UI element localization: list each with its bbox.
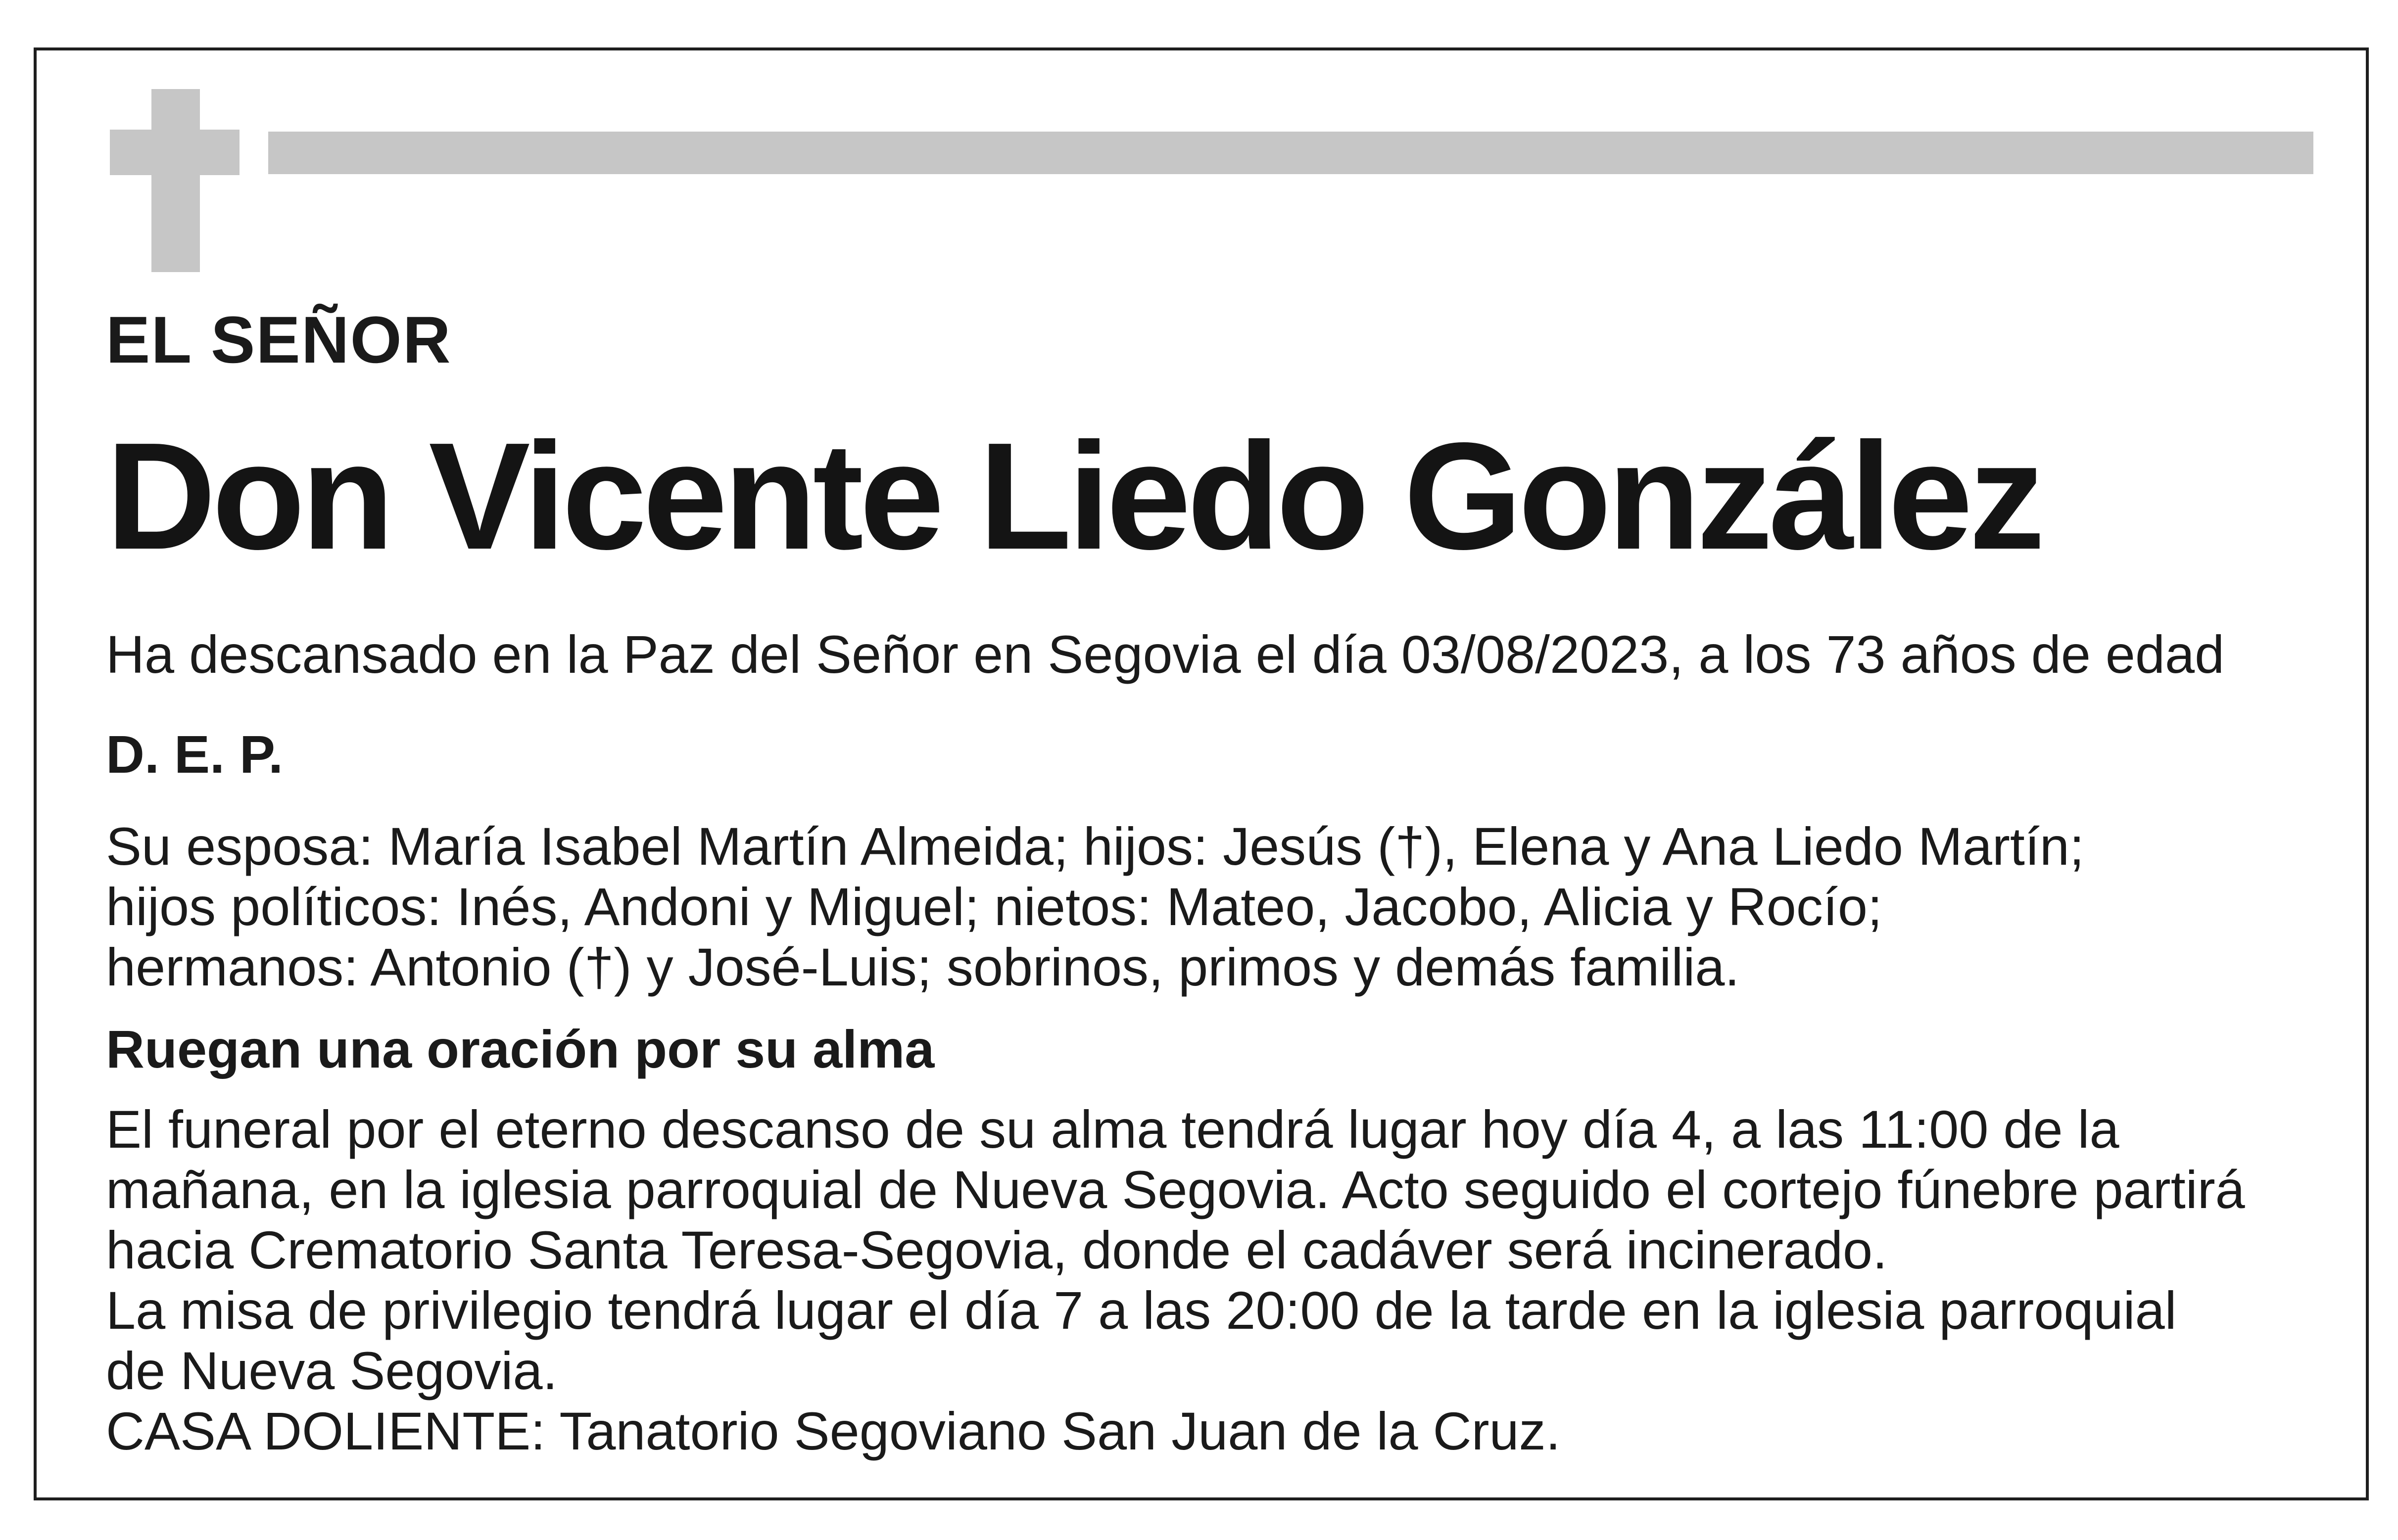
family-line: hijos políticos: Inés, Andoni y Miguel; nietos: Mateo, Jacobo, Alicia y Rocío; [106, 877, 1882, 936]
family-line: hermanos: Antonio (†) y José-Luis; sobrinos, primos y demás familia. [106, 937, 1740, 997]
funeral-line: de Nueva Segovia. [106, 1341, 558, 1400]
family-list [106, 816, 2084, 997]
funeral-line: El funeral por el eterno descanso de su alma tendrá lugar hoy día 4, a las 11:00 de la [106, 1099, 2119, 1159]
funeral-line: La misa de privilegio tendrá lugar el día 7 a las 20:00 de la tarde en la iglesia parroquial [106, 1280, 2177, 1340]
prayer-request: Ruegan una oración por su alma [106, 1019, 935, 1079]
funeral-line: mañana, en la iglesia parroquial de Nueva Segovia. Acto seguido el cortejo fúnebre partirá [106, 1160, 2245, 1219]
header-rule [268, 132, 2313, 174]
deceased-name: Don Vicente Liedo González [106, 411, 2041, 581]
cross-horizontal-bar [110, 130, 240, 175]
honorific: EL SEÑOR [106, 303, 452, 377]
death-announcement: Ha descansado en la Paz del Señor en Segovia el día 03/08/2023, a los 73 años de edad [106, 624, 2225, 684]
family-line: Su esposa: María Isabel Martín Almeida; hijos: Jesús (†), Elena y Ana Liedo Martín; [106, 816, 2085, 876]
cross-vertical-bar [151, 89, 200, 272]
funeral-line: CASA DOLIENTE: Tanatorio Segoviano San Juan de la Cruz. [106, 1401, 1561, 1461]
funeral-details [106, 1099, 2245, 1461]
dep-abbreviation: D. E. P. [106, 724, 284, 784]
funeral-line: hacia Crematorio Santa Teresa-Segovia, donde el cadáver será incinerado. [106, 1220, 1888, 1280]
